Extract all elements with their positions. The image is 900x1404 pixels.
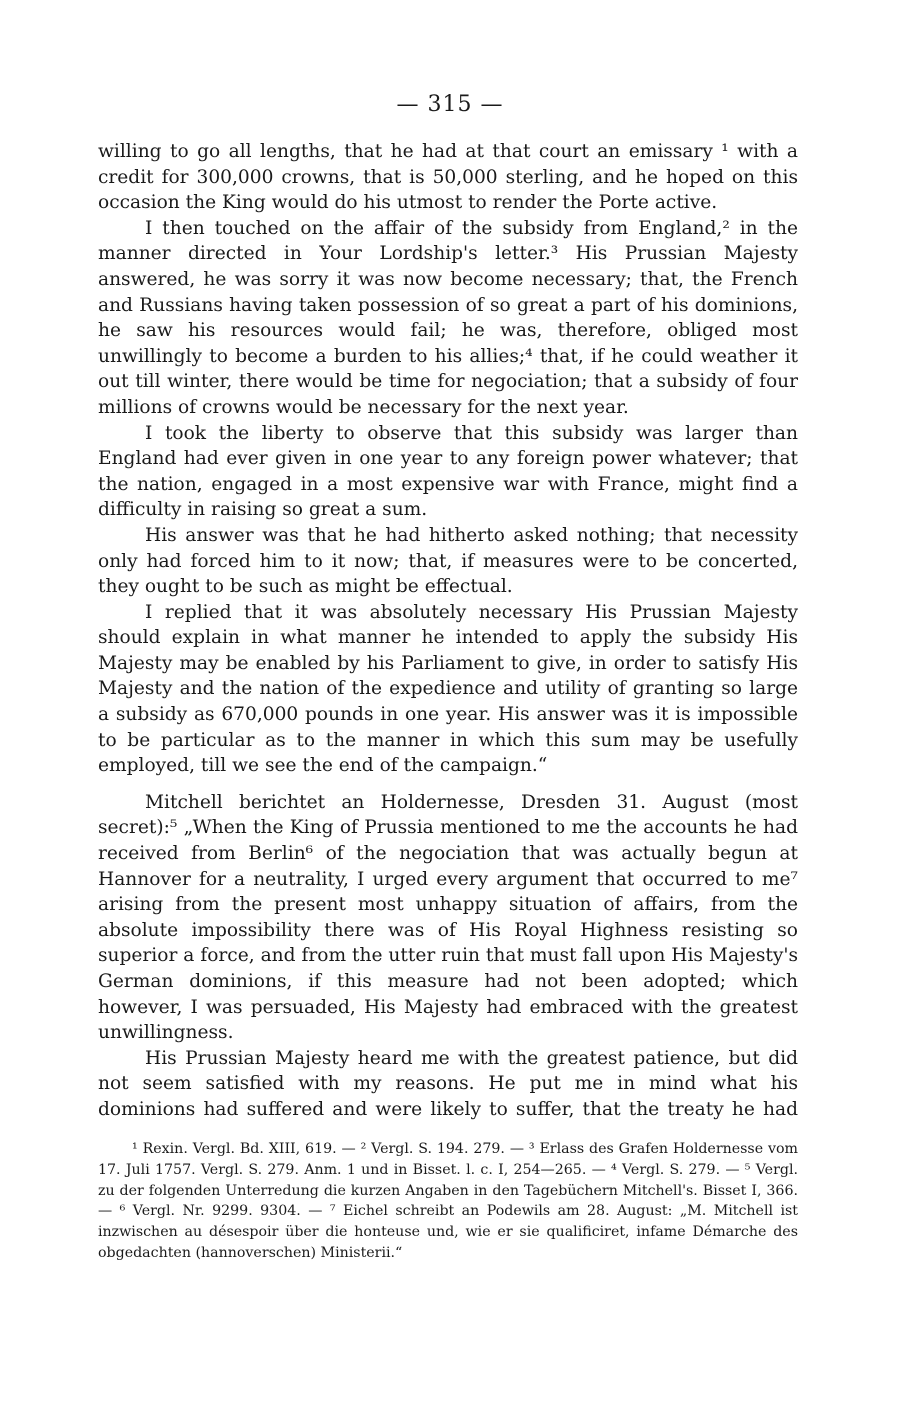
paragraph-majesty-response: His Prussian Majesty heard me with the greatest patience, but did not seem satisfied with my reasons. He put me in mind what his dominions had suffered and were likely to suffer, that the treaty he had (98, 1047, 798, 1120)
body-text (98, 139, 798, 1123)
footnotes (98, 1139, 798, 1264)
paragraph-mitchell-report: Mitchell berichtet an Holdernesse, Dresden 31. August (most secret):⁵ „When the King of Prussia mentioned to me the accounts he had received from Berlin⁶ of the negociation that was actually begun at Hannover for a neutrality, I urged every argument that occurred to me⁷ arising from the present most unhappy situation of affairs, from the absolute impossibility there was of His Royal Highness resisting so superior a force, and from the utter ruin that must fall upon His Majesty's German dominions, if this measure had not been adopted; which however, I was persuaded, His Majesty had embraced with the greatest unwillingness. (98, 791, 798, 1044)
paragraph-answer: His answer was that he had hitherto asked nothing; that necessity only had forced him to it now; that, if measures were to be concerted, they ought to be such as might be effectual. (98, 524, 798, 598)
page-number: — 315 — (396, 92, 504, 117)
paragraph-subsidy: I then touched on the affair of the subsidy from England,² in the manner directed in Your Lordship's letter.³ His Prussian Majesty answered, he was sorry it was now become necessary; that, the French and Russians having taken possession of so great a part of his dominions, he saw his resources would fail; he was, therefore, obliged most unwillingly to become a burden to his allies;⁴ that, if he could weather it out till winter, there would be time for negociation; that a subsidy of four millions of crowns would be necessary for the next year. (98, 217, 798, 418)
paragraph-observation: I took the liberty to observe that this subsidy was larger than England had ever given in one year to any foreign power whatever; that the nation, engaged in a most expensive war with France, might find a difficulty in raising so great a sum. (98, 422, 798, 521)
paragraph-reply: I replied that it was absolutely necessary His Prussian Majesty should explain in what manner he intended to apply the subsidy His Majesty may be enabled by his Parliament to give, in order to satisfy His Majesty and the nation of the expedience and utility of granting so large a subsidy as 670,000 pounds in one year. His answer was it is impossible to be particular as to the manner in which this sum may be usefully employed, till we see the end of the campaign.“ (98, 601, 798, 777)
footnote-block: ¹ Rexin. Vergl. Bd. XIII, 619. — ² Vergl. S. 194. 279. — ³ Erlass des Grafen Holdernesse vom 17. Juli 1757. Vergl. S. 279. Anm. 1 und in Bisset. l. c. I, 254—265. — ⁴ Vergl. S. 279. — ⁵ Vergl. zu der folgenden Unterredung die kurzen Angaben in den Tagebüchern Mitchell's. Bisset I, 366. — ⁶ Vergl. Nr. 9299. 9304. — ⁷ Eichel schreibt an Podewils am 28. August: „M. Mitchell ist inzwischen au désespoir über die honteuse und, wie er sie qualificiret, infame Démarche des obgedachten (hannoverschen) Ministerii.“ (98, 1141, 798, 1261)
paragraph-continuation: willing to go all lengths, that he had at that court an emissary ¹ with a credit for 300,000 crowns, that is 50,000 sterling, and he hoped on this occasion the King would do his utmost to render the Porte active. (98, 141, 798, 214)
